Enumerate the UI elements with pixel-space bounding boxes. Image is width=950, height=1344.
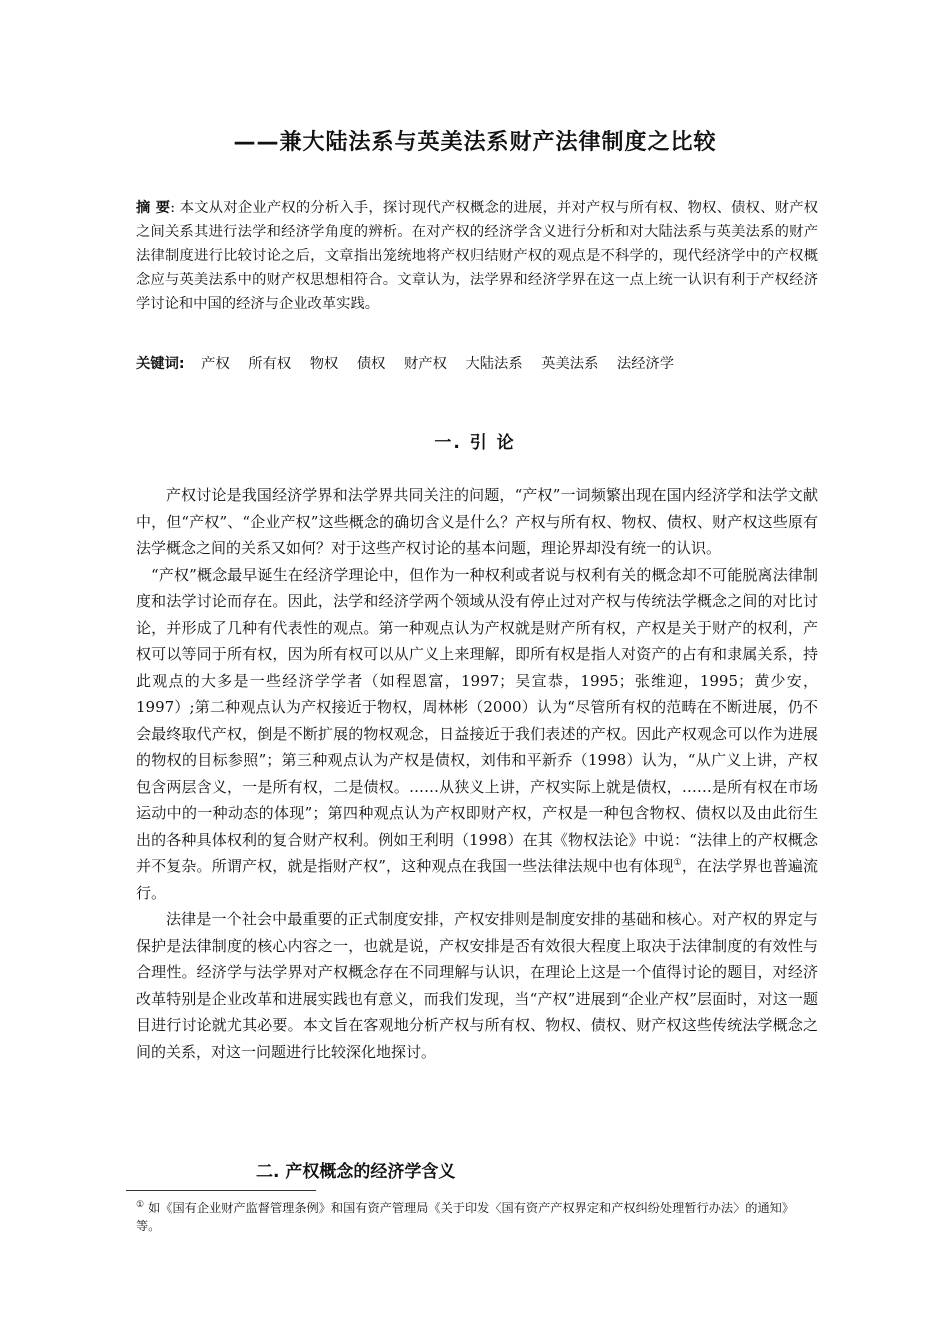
keywords xyxy=(136,352,818,376)
keyword: 财产权 xyxy=(404,356,447,372)
section-heading-economics: 二. 产权概念的经济学含义 xyxy=(256,1162,456,1182)
paragraph-text: “产权”概念最早诞生在经济学理论中，但作为一种权利或者说与权利有关的概念却不可能脱离法律制度和法学讨论而存在。因此，法学和经济学两个领域从没有停止过对产权与传统法学概念之间的对比讨论，并形成了几种有代表性的观点。第一种观点认为产权就是财产所有权，产权是关于财产的权利，产权可以等同于所有权，因为所有权可以从广义上来理解，即所有权是指人对资产的占有和隶属关系，持此观点的大多是一些经济学学者（如程恩富，1997；吴宣恭，1995；张维迎，1995；黄少安，1997）;第二种观点认为产权接近于物权，周林彬（2000）认为“尽管所有权的范畴在不断进展，仍不会最终取代产权，倒是不断扩展的物权观念，日益接近于我们表述的产权。因此产权观念可以作为进展的物权的目标参照”；第三种观点认为产权是债权，刘伟和平新乔（1998）认为，“从广义上讲，产权包含两层含义，一是所有权，二是债权。……从狭义上讲，产权实际上就是债权，……是所有权在市场运动中的一种动态的体现”；第四种观点认为产权即财产权，产权是一种包含物权、债权以及由此衍生出的各种具体权利的复合财产权利。例如王利明（1998）在其《物权法论》中说：“法律上的产权概念并不复杂。所谓产权，就是指财产权”，这种观点在我国一些法律法规中也有体现 xyxy=(136,565,818,875)
footnote-reference: ① xyxy=(673,858,682,868)
section-body-introduction xyxy=(136,482,818,1065)
footnote-mark: ① xyxy=(136,1200,145,1210)
keyword: 英美法系 xyxy=(541,356,599,372)
keyword: 产权 xyxy=(201,356,230,372)
paragraph xyxy=(136,562,818,907)
footnote xyxy=(136,1196,818,1235)
section-heading-introduction: 一. 引 论 xyxy=(434,433,516,453)
keyword: 物权 xyxy=(309,356,339,372)
footnote-text: 如《国有企业财产监督管理条例》和国有资产管理局《关于印发〈国有资产产权界定和产权纠纷处理暂行办法〉的通知》等。 xyxy=(136,1201,795,1234)
keyword: 法经济学 xyxy=(616,356,675,372)
keyword: 所有权 xyxy=(248,356,292,372)
abstract-text: : 本文从对企业产权的分析入手，探讨现代产权概念的进展，并对产权与所有权、物权、债权、财产权之间关系其进行法学和经济学角度的辨析。在对产权的经济学含义进行分析和对大陆法系与英美法系的财产法律制度进行比较讨论之后，文章指出笼统地将产权归结财产权的观点是不科学的，现代经济学中的产权概念应与英美法系中的财产权思想相符合。文章认为，法学界和经济学界在这一点上统一认识有利于产权经济学讨论和中国的经济与企业改革实践。 xyxy=(136,200,818,312)
footnote-divider xyxy=(126,1190,316,1191)
document-subtitle: ——兼大陆法系与英美法系财产法律制度之比较 xyxy=(233,130,717,155)
paragraph: 产权讨论是我国经济学界和法学界共同关注的问题，“产权”一词频繁出现在国内经济学和法学文献中，但“产权”、“企业产权”这些概念的确切含义是什么？产权与所有权、物权、债权、财产权这些原有法学概念之间的关系又如何？对于这些产权讨论的基本问题，理论界却没有统一的认识。 xyxy=(136,486,818,557)
abstract xyxy=(136,196,818,316)
keyword: 债权 xyxy=(356,356,386,372)
keyword: 大陆法系 xyxy=(465,356,523,372)
paragraph: 法律是一个社会中最重要的正式制度安排，产权安排则是制度安排的基础和核心。对产权的界定与保护是法律制度的核心内容之一，也就是说，产权安排是否有效很大程度上取决于法律制度的有效性与合理性。经济学与法学界对产权概念存在不同理解与认识，在理论上这是一个值得讨论的题目，对经济改革特别是企业改革和进展实践也有意义，而我们发现，当“产权”进展到“企业产权”层面时，对这一题目进行讨论就尤其必要。本文旨在客观地分析产权与所有权、物权、债权、财产权这些传统法学概念之间的关系，对这一问题进行比较深化地探讨。 xyxy=(136,910,818,1061)
keywords-label: 关键词: xyxy=(136,356,185,372)
abstract-label: 摘 要 xyxy=(136,200,171,216)
paragraph-text: ，在法学界也普遍流行。 xyxy=(136,857,818,902)
